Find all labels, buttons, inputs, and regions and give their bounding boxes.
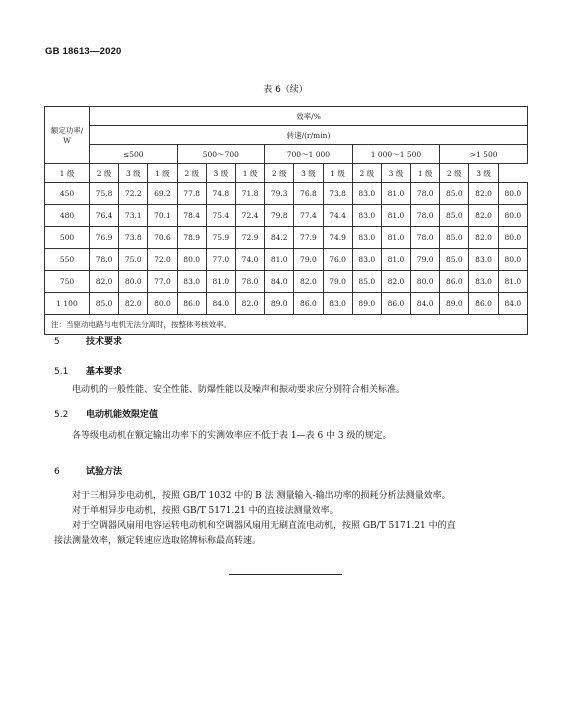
table-row [45, 205, 528, 227]
efficiency-cell: 80.0 [411, 271, 440, 293]
efficiency-cell: 86.0 [469, 293, 498, 315]
efficiency-cell: 82.0 [90, 271, 119, 293]
efficiency-cell: 75.4 [206, 205, 235, 227]
efficiency-cell: 72.2 [119, 183, 148, 205]
efficiency-cell: 81.0 [381, 205, 410, 227]
efficiency-cell: 76.8 [294, 183, 323, 205]
power-cell: 550 [45, 249, 90, 271]
efficiency-cell: 74.0 [235, 249, 264, 271]
grade-header: 3 级 [294, 164, 323, 183]
efficiency-cell: 85.0 [440, 227, 469, 249]
section-6-p3-text-a: 对于空调器风扇用电容运转电动机和空调器风扇用无刷直流电动机，按照 GB/T 5171.21 中的直 [72, 521, 456, 531]
section-5-2-heading [54, 407, 158, 420]
efficiency-cell: 84.0 [498, 293, 527, 315]
efficiency-cell: 85.0 [90, 293, 119, 315]
grade-header: 1 级 [411, 164, 440, 183]
efficiency-cell: 81.0 [381, 183, 410, 205]
grade-header: 1 级 [148, 164, 177, 183]
grade-header: 2 级 [265, 164, 294, 183]
power-cell: 1 100 [45, 293, 90, 315]
efficiency-cell: 84.0 [206, 293, 235, 315]
efficiency-cell: 85.0 [440, 183, 469, 205]
grade-header: 3 级 [206, 164, 235, 183]
efficiency-cell: 76.9 [90, 227, 119, 249]
header-row-efficiency [45, 107, 528, 126]
efficiency-cell: 85.0 [440, 249, 469, 271]
efficiency-cell: 80.0 [148, 293, 177, 315]
header-row-grades [45, 164, 528, 183]
section-6-p1-text: 对于三相异步电动机，按照 GB/T 1032 中的 B 法 测量输入-输出功率的损耗分析法测量效率。 [72, 491, 451, 501]
speed-range-header: 700～1 000 [265, 145, 353, 164]
section-5-1-heading [54, 364, 122, 377]
table-note: 注：当驱动电路与电机无法分离时，按整体考核效率。 [45, 315, 528, 335]
efficiency-cell: 77.4 [294, 205, 323, 227]
section-5-title: 技术要求 [86, 337, 123, 347]
efficiency-cell: 83.0 [469, 249, 498, 271]
efficiency-cell: 83.0 [352, 205, 381, 227]
power-cell: 450 [45, 183, 90, 205]
section-6-paragraph-3 [54, 519, 519, 534]
section-5-1-body: 电动机的一般性能、安全性能、防爆性能以及噪声和振动要求应分别符合相关标准。 [72, 385, 406, 395]
efficiency-cell: 80.0 [498, 205, 527, 227]
grade-header: 2 级 [177, 164, 206, 183]
header-row-speed-ranges [45, 145, 528, 164]
efficiency-table [44, 106, 528, 335]
efficiency-cell: 86.0 [177, 293, 206, 315]
efficiency-cell: 78.0 [90, 249, 119, 271]
efficiency-cell: 82.0 [119, 293, 148, 315]
efficiency-cell: 75.0 [119, 249, 148, 271]
efficiency-cell: 77.0 [206, 249, 235, 271]
power-cell: 480 [45, 205, 90, 227]
section-6-p2-text: 对于单相异步电动机，按照 GB/T 5171.21 中的直接法测量效率。 [72, 506, 339, 516]
efficiency-cell: 83.0 [352, 227, 381, 249]
grade-header: 2 级 [440, 164, 469, 183]
grade-header: 1 级 [323, 164, 352, 183]
efficiency-cell: 82.0 [469, 183, 498, 205]
efficiency-cell: 84.0 [411, 293, 440, 315]
table-row [45, 227, 528, 249]
power-header-cell [45, 107, 90, 164]
efficiency-cell: 72.9 [235, 227, 264, 249]
efficiency-cell: 73.8 [119, 227, 148, 249]
efficiency-cell: 82.0 [294, 271, 323, 293]
speed-range-header: 1 000～1 500 [352, 145, 440, 164]
grade-header: 2 级 [90, 164, 119, 183]
efficiency-cell: 80.0 [119, 271, 148, 293]
grade-header: 1 级 [45, 164, 90, 183]
note-row [45, 315, 528, 335]
efficiency-cell: 78.0 [411, 183, 440, 205]
efficiency-cell: 78.0 [235, 271, 264, 293]
power-header-line1: 额定功率/ [50, 126, 84, 135]
efficiency-cell: 82.0 [469, 227, 498, 249]
efficiency-cell: 89.0 [352, 293, 381, 315]
efficiency-cell: 74.8 [206, 183, 235, 205]
efficiency-header: 效率/% [90, 107, 528, 126]
efficiency-cell: 71.8 [235, 183, 264, 205]
efficiency-cell: 77.8 [177, 183, 206, 205]
section-5-2-title: 电动机能效限定值 [86, 410, 159, 420]
efficiency-cell: 81.0 [265, 249, 294, 271]
efficiency-cell: 86.0 [294, 293, 323, 315]
section-5-2-number: 5.2 [54, 410, 69, 420]
table-row [45, 183, 528, 205]
efficiency-cell: 83.0 [352, 183, 381, 205]
efficiency-cell: 82.0 [235, 293, 264, 315]
efficiency-cell: 75.9 [206, 227, 235, 249]
speed-range-header: 500～700 [177, 145, 265, 164]
efficiency-cell: 79.0 [323, 271, 352, 293]
efficiency-cell: 78.4 [177, 205, 206, 227]
efficiency-cell: 72.4 [235, 205, 264, 227]
section-6-paragraph-2 [54, 504, 519, 519]
efficiency-cell: 80.0 [498, 249, 527, 271]
grade-header: 1 级 [235, 164, 264, 183]
efficiency-cell: 85.0 [440, 205, 469, 227]
efficiency-cell: 79.3 [265, 183, 294, 205]
grade-header: 2 级 [352, 164, 381, 183]
efficiency-cell: 86.0 [440, 271, 469, 293]
efficiency-cell: 76.0 [323, 249, 352, 271]
header-row-speed [45, 126, 528, 145]
efficiency-cell: 86.0 [381, 293, 410, 315]
section-5-1-text [54, 383, 519, 398]
efficiency-cell: 76.4 [90, 205, 119, 227]
efficiency-cell: 73.1 [119, 205, 148, 227]
efficiency-cell: 79.8 [265, 205, 294, 227]
efficiency-cell: 84.2 [265, 227, 294, 249]
section-5-1-title: 基本要求 [86, 367, 123, 377]
efficiency-cell: 83.0 [352, 249, 381, 271]
power-header-line2: W [63, 136, 71, 145]
section-6-paragraph-1 [54, 489, 519, 504]
efficiency-cell: 72.0 [148, 249, 177, 271]
efficiency-cell: 70.1 [148, 205, 177, 227]
end-rule [229, 574, 342, 575]
efficiency-cell: 78.9 [177, 227, 206, 249]
efficiency-cell: 78.0 [411, 205, 440, 227]
efficiency-cell: 78.0 [411, 227, 440, 249]
section-5-2-body: 各等级电动机在额定输出功率下的实测效率应不低于表 1—表 6 中 3 级的规定。 [72, 431, 392, 441]
efficiency-cell: 75.8 [90, 183, 119, 205]
speed-range-header: ≤500 [90, 145, 178, 164]
efficiency-cell: 81.0 [206, 271, 235, 293]
standard-number: GB 18613—2020 [45, 46, 122, 57]
efficiency-cell: 85.0 [352, 271, 381, 293]
efficiency-cell: 79.0 [294, 249, 323, 271]
efficiency-cell: 84.0 [265, 271, 294, 293]
efficiency-cell: 81.0 [381, 227, 410, 249]
section-5-1-number: 5.1 [54, 367, 69, 377]
table-row [45, 249, 528, 271]
section-5-heading [54, 334, 122, 347]
efficiency-cell: 82.0 [381, 271, 410, 293]
efficiency-cell: 83.0 [177, 271, 206, 293]
section-6-paragraph-3-cont [54, 534, 519, 549]
efficiency-cell: 80.0 [498, 183, 527, 205]
efficiency-cell: 89.0 [440, 293, 469, 315]
efficiency-cell: 89.0 [265, 293, 294, 315]
efficiency-cell: 82.0 [469, 205, 498, 227]
efficiency-cell: 80.0 [498, 227, 527, 249]
section-6-title: 试验方法 [86, 467, 123, 477]
table-row [45, 271, 528, 293]
power-cell: 500 [45, 227, 90, 249]
section-5-2-text [54, 429, 519, 444]
section-6-heading [54, 464, 122, 477]
grade-header: 3 级 [469, 164, 498, 183]
efficiency-cell: 74.4 [323, 205, 352, 227]
section-6-text [54, 489, 519, 549]
efficiency-cell: 81.0 [381, 249, 410, 271]
efficiency-cell: 81.0 [498, 271, 527, 293]
efficiency-cell: 83.0 [323, 293, 352, 315]
speed-range-header: >1 500 [440, 145, 528, 164]
speed-header: 转速/(r/min) [90, 126, 528, 145]
section-6-p3-text-b: 接法测量效率，额定转速应选取铭牌标称最高转速。 [54, 536, 262, 546]
efficiency-cell: 77.9 [294, 227, 323, 249]
section-6-number: 6 [54, 467, 60, 477]
efficiency-cell: 74.9 [323, 227, 352, 249]
efficiency-cell: 79.0 [411, 249, 440, 271]
efficiency-cell: 69.2 [148, 183, 177, 205]
grade-header: 3 级 [381, 164, 410, 183]
grade-header: 3 级 [119, 164, 148, 183]
efficiency-cell: 73.8 [323, 183, 352, 205]
efficiency-cell: 70.6 [148, 227, 177, 249]
efficiency-cell: 83.0 [469, 271, 498, 293]
efficiency-cell: 80.0 [177, 249, 206, 271]
power-cell: 750 [45, 271, 90, 293]
table-row [45, 293, 528, 315]
section-5-number: 5 [54, 337, 60, 347]
table-caption: 表 6（续） [263, 85, 308, 95]
efficiency-cell: 77.0 [148, 271, 177, 293]
